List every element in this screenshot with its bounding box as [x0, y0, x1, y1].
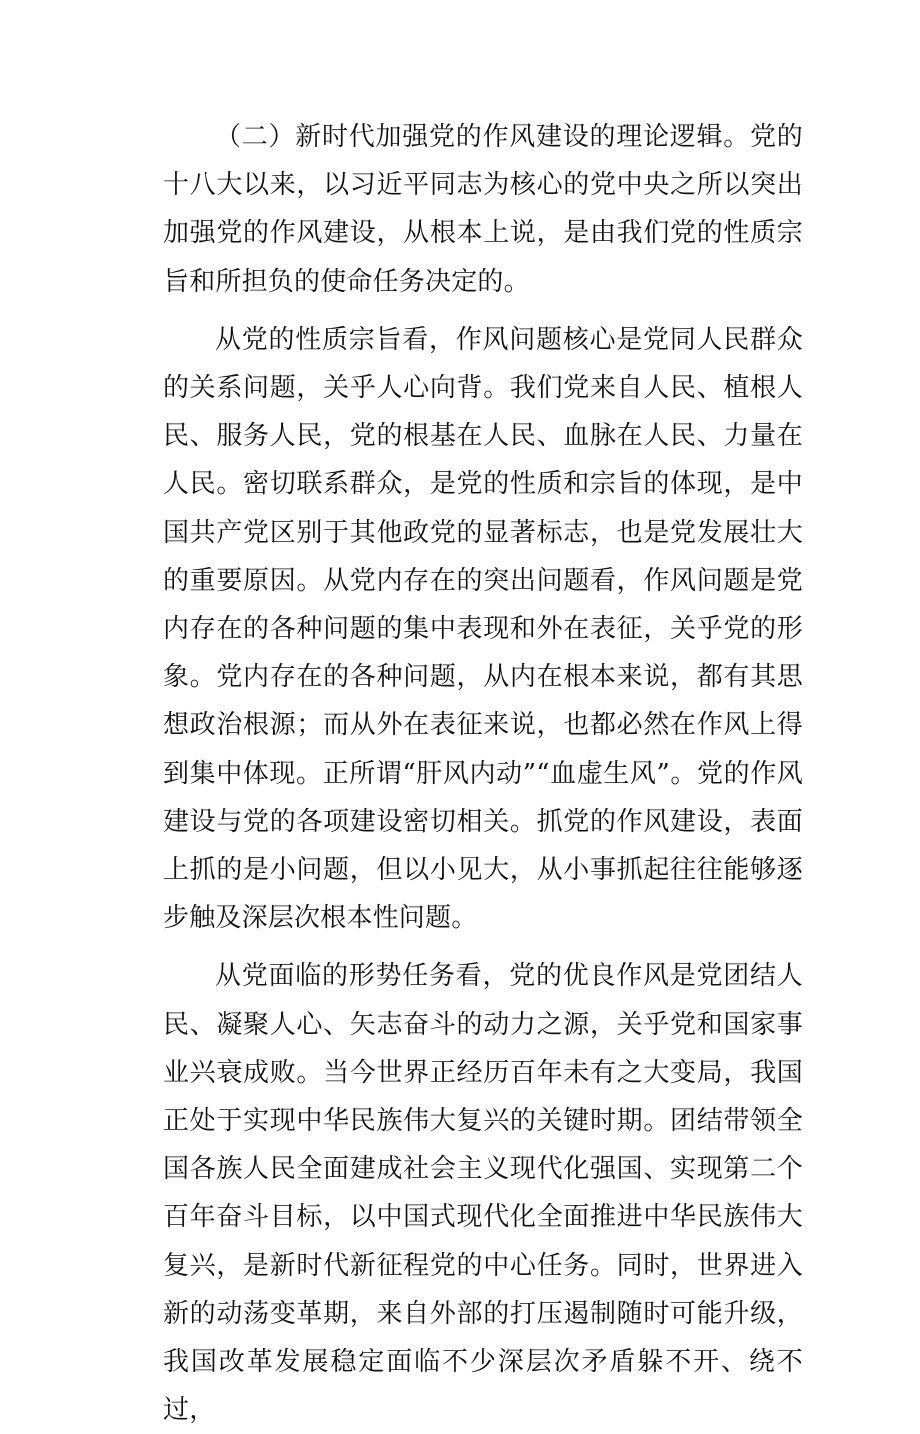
document-body [163, 113, 803, 1434]
paragraph-2: 从党的性质宗旨看，作风问题核心是党同人民群众的关系问题，关乎人心向背。我们党来自人民、植根人民、服务人民，党的根基在人民、血脉在人民、力量在人民。密切联系群众，是党的性质和宗旨的体现，是中国共产党区别于其他政党的显著标志，也是党发展壮大的重要原因。从党内存在的突出问题看，作风问题是党内存在的各种问题的集中表现和外在表征，关乎党的形象。党内存在的各种问题，从内在根本来说，都有其思想政治根源；而从外在表征来说，也都必然在作风上得到集中体现。正所谓“肝风内动”“血虚生风”。党的作风建设与党的各项建设密切相关。抓党的作风建设，表面上抓的是小问题，但以小见大，从小事抓起往往能够逐步触及深层次根本性问题。 [163, 324, 803, 934]
paragraph-1: （二）新时代加强党的作风建设的理论逻辑。党的十八大以来，以习近平同志为核心的党中央之所以突出加强党的作风建设，从根本上说，是由我们党的性质宗旨和所担负的使命任务决定的。 [163, 122, 803, 297]
paragraph-3: 从党面临的形势任务看，党的优良作风是党团结人民、凝聚人心、矢志奋斗的动力之源，关乎党和国家事业兴衰成败。当今世界正经历百年未有之大变局，我国正处于实现中华民族伟大复兴的关键时期。团结带领全国各族人民全面建成社会主义现代化强国、实现第二个百年奋斗目标，以中国式现代化全面推进中华民族伟大复兴，是新时代新征程党的中心任务。同时，世界进入新的动荡变革期，来自外部的打压遏制随时可能升级，我国改革发展稳定面临不少深层次矛盾躲不开、绕不过， [163, 961, 803, 1426]
